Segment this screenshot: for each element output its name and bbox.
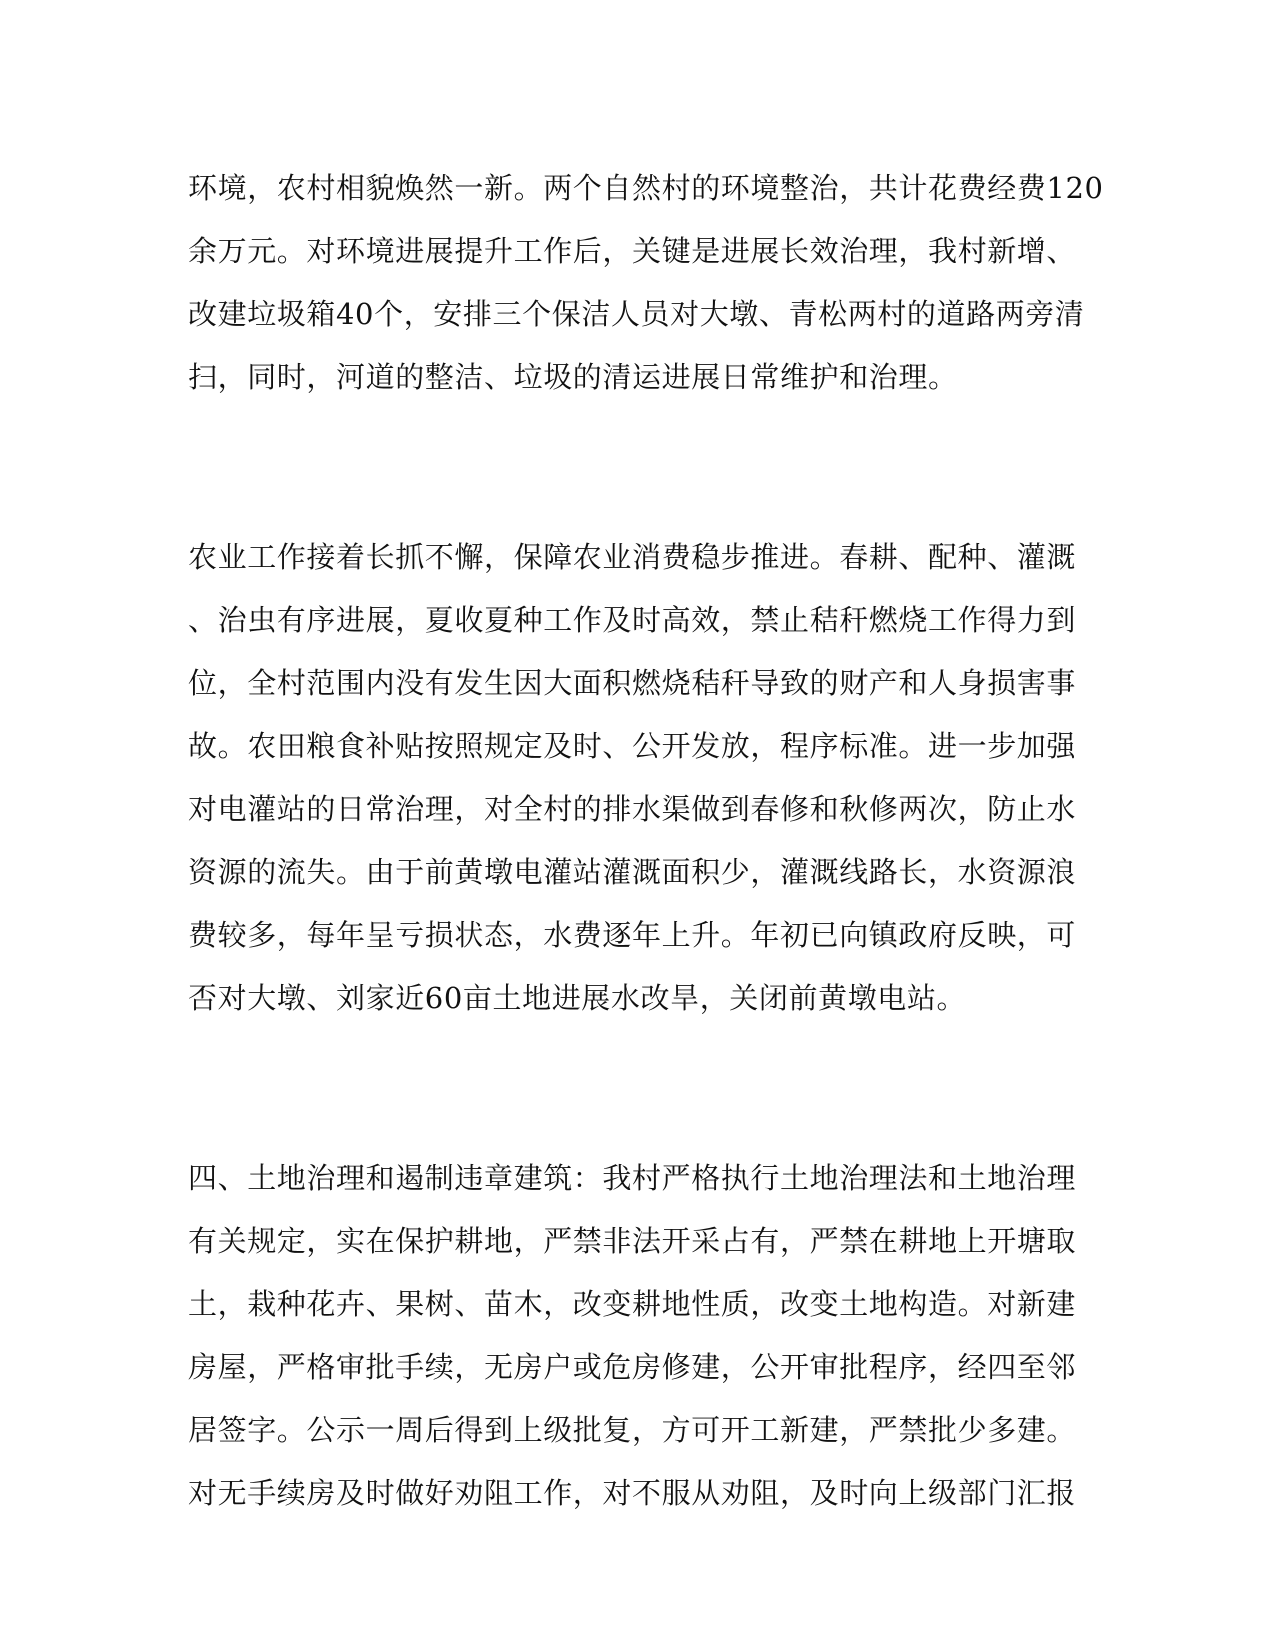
text-line: 故。农田粮食补贴按照规定及时、公开发放，程序标准。进一步加强 [188, 729, 1077, 763]
text-line: 费较多，每年呈亏损状态，水费逐年上升。年初已向镇政府反映，可 [188, 918, 1077, 952]
text-line: 有关规定，实在保护耕地，严禁非法开采占有，严禁在耕地上开塘取 [188, 1224, 1077, 1258]
paragraph-agriculture [188, 526, 1077, 1030]
text-line: 居签字。公示一周后得到上级批复，方可开工新建，严禁批少多建。 [188, 1413, 1077, 1447]
text-line: 环境，农村相貌焕然一新。两个自然村的环境整治，共计花费经费120 [188, 171, 1104, 205]
paragraph-environment [188, 157, 1104, 409]
text-line: 余万元。对环境进展提升工作后，关键是进展长效治理，我村新增、 [188, 234, 1077, 268]
text-line: 房屋，严格审批手续，无房户或危房修建，公开审批程序，经四至邻 [188, 1350, 1077, 1384]
document-body [188, 157, 1104, 1525]
text-line: 农业工作接着长抓不懈，保障农业消费稳步推进。春耕、配种、灌溉 [188, 540, 1077, 574]
text-line: 土，栽种花卉、果树、苗木，改变耕地性质，改变土地构造。对新建 [188, 1287, 1077, 1321]
text-line: 扫，同时，河道的整洁、垃圾的清运进展日常维护和治理。 [188, 360, 958, 394]
text-line: 、治虫有序进展，夏收夏种工作及时高效，禁止秸秆燃烧工作得力到 [188, 603, 1077, 637]
paragraph-land-management [188, 1147, 1077, 1525]
text-line: 四、土地治理和遏制违章建筑：我村严格执行土地治理法和土地治理 [188, 1161, 1077, 1195]
paragraph-gap [188, 1030, 1068, 1147]
paragraph-gap [188, 409, 1068, 526]
text-line: 改建垃圾箱40个，安排三个保洁人员对大墩、青松两村的道路两旁清 [188, 297, 1085, 331]
text-line: 对电灌站的日常治理，对全村的排水渠做到春修和秋修两次，防止水 [188, 792, 1077, 826]
text-line: 对无手续房及时做好劝阻工作，对不服从劝阻，及时向上级部门汇报 [188, 1476, 1077, 1510]
text-line: 否对大墩、刘家近60亩土地进展水改旱，关闭前黄墩电站。 [188, 981, 967, 1015]
text-line: 位，全村范围内没有发生因大面积燃烧秸秆导致的财产和人身损害事 [188, 666, 1077, 700]
text-line: 资源的流失。由于前黄墩电灌站灌溉面积少，灌溉线路长，水资源浪 [188, 855, 1077, 889]
